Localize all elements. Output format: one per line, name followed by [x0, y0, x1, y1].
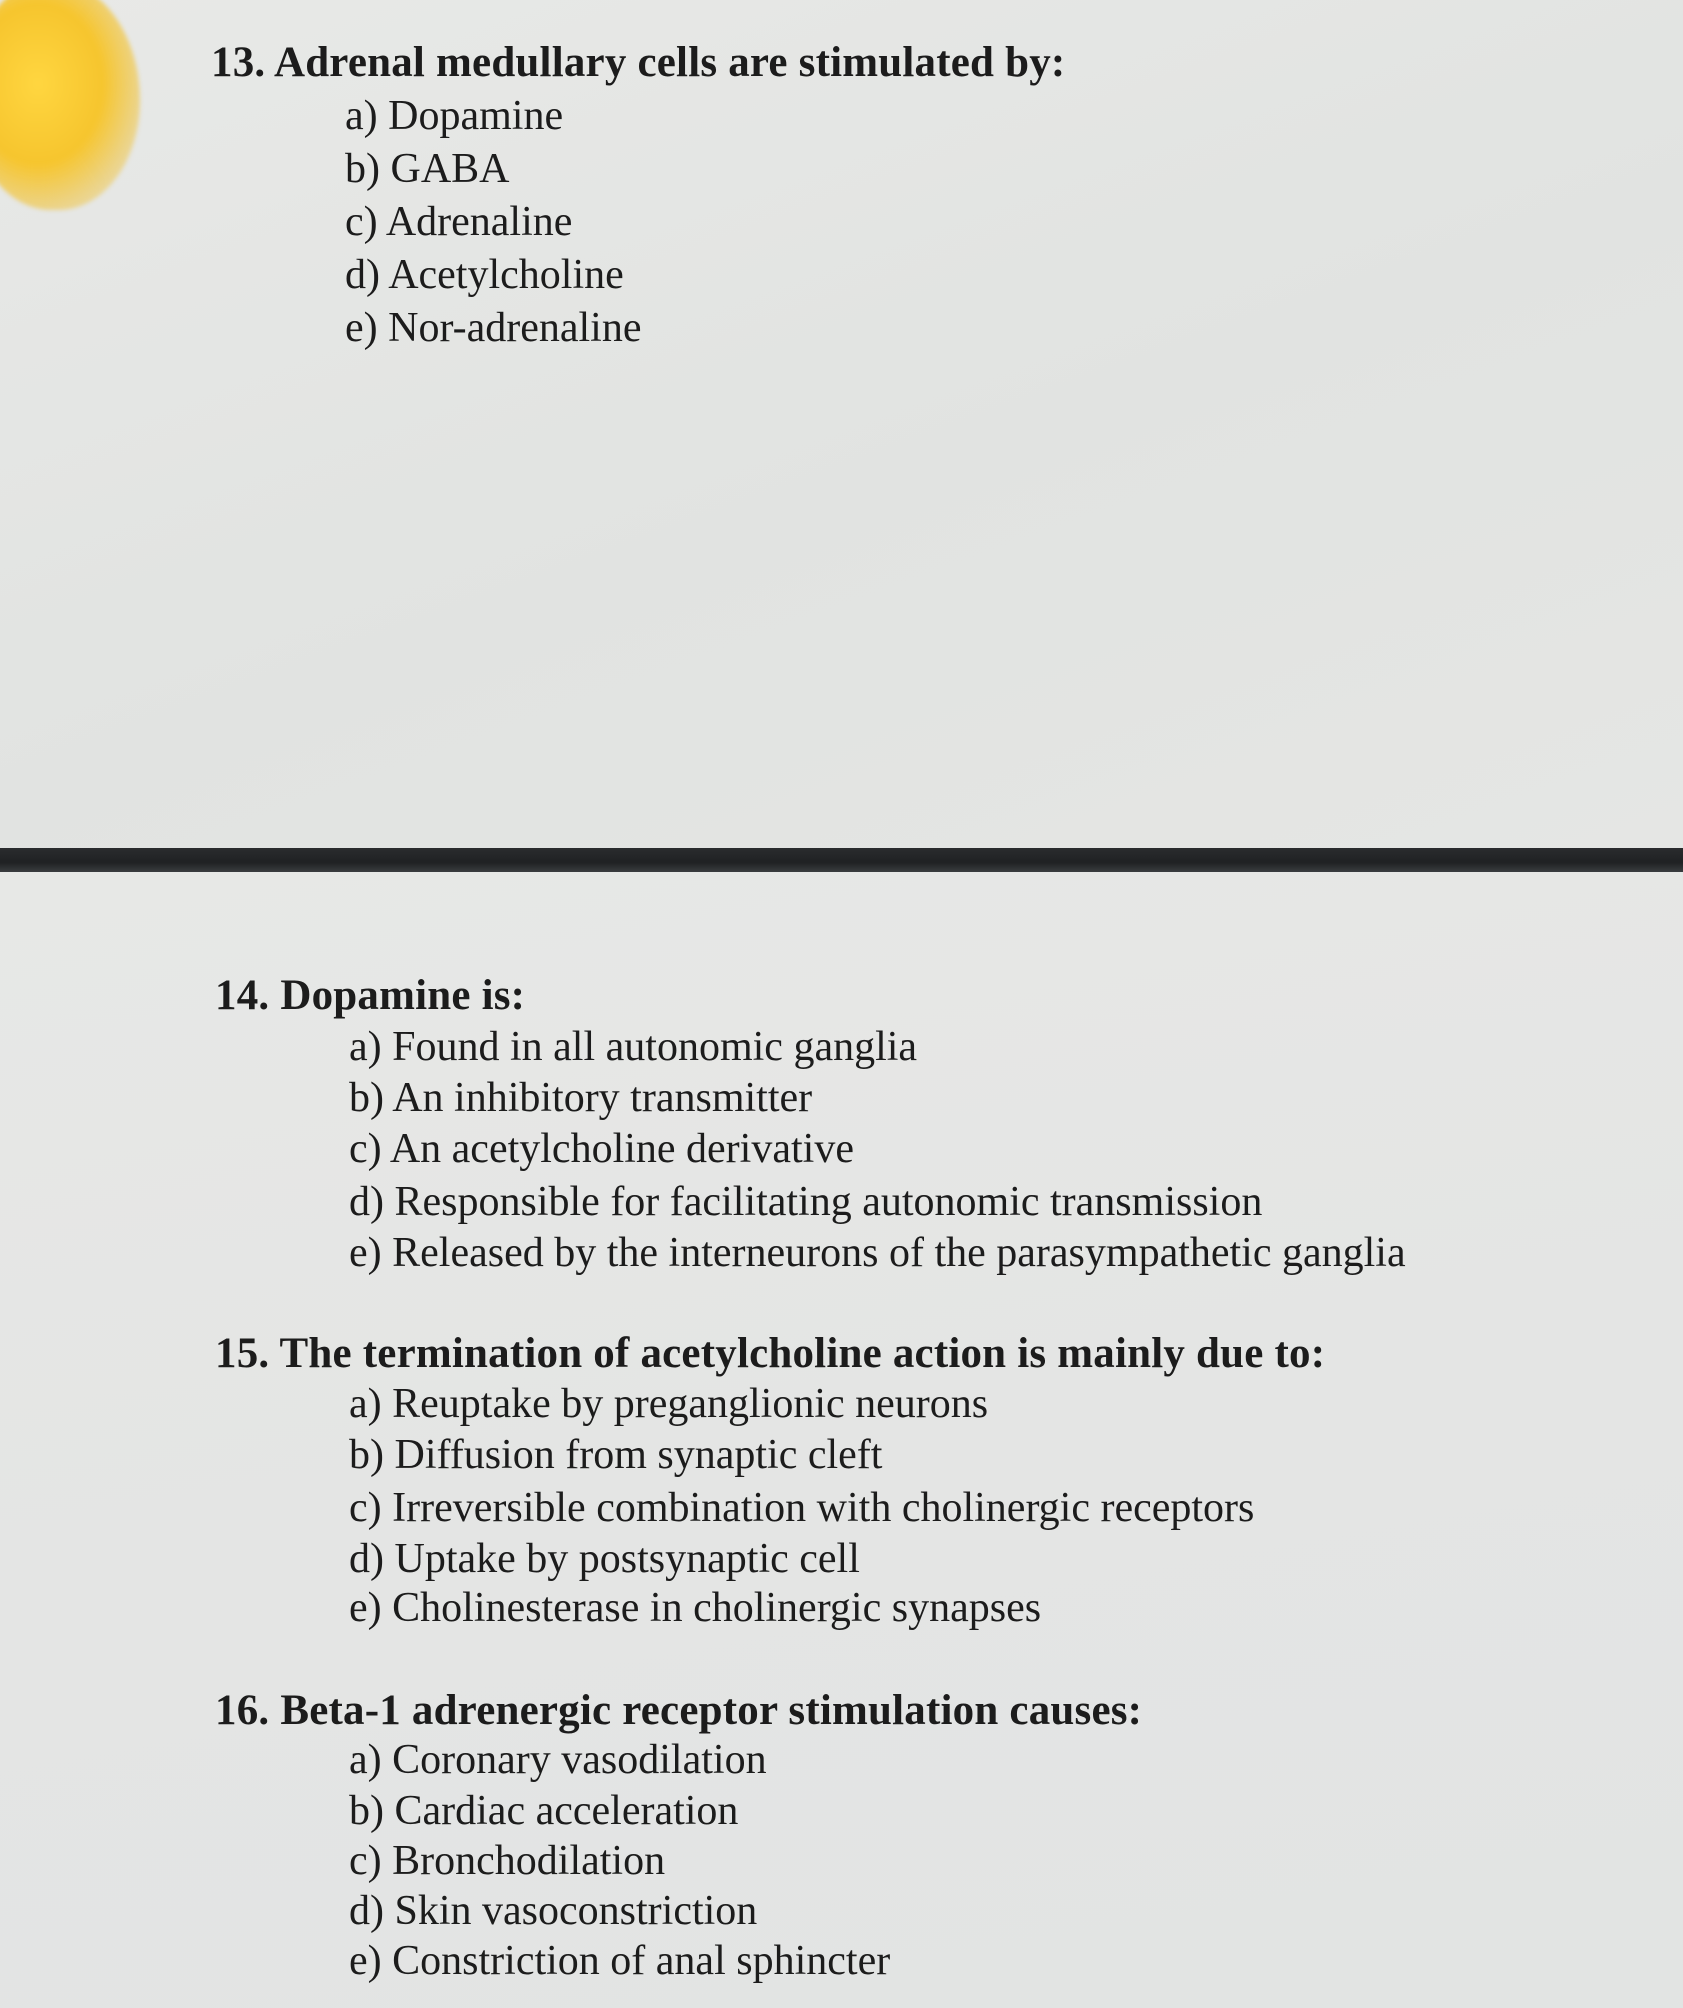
question-text: Beta-1 adrenergic receptor stimulation causes: [280, 1687, 1143, 1734]
option-a [349, 1380, 988, 1428]
option-b [349, 1787, 738, 1835]
option-text: Responsible for facilitating autonomic transmission [394, 1179, 1263, 1225]
option-text: Acetylcholine [388, 252, 624, 298]
option-letter: e) [349, 1938, 382, 1984]
option-text: Diffusion from synaptic cleft [394, 1432, 883, 1478]
option-e [349, 1937, 890, 1985]
option-text: GABA [390, 146, 510, 192]
option-d [349, 1178, 1262, 1226]
option-b [349, 1074, 812, 1122]
option-letter: c) [349, 1838, 382, 1884]
option-letter: a) [349, 1024, 382, 1070]
option-text: Irreversible combination with cholinergic receptors [392, 1485, 1255, 1531]
option-text: Released by the interneurons of the parasympathetic ganglia [392, 1230, 1406, 1276]
option-letter: a) [349, 1737, 382, 1783]
option-letter: c) [349, 1126, 382, 1172]
option-text: An acetylcholine derivative [389, 1126, 854, 1172]
question-title [215, 971, 525, 1020]
option-c [349, 1484, 1254, 1532]
option-letter: e) [349, 1230, 382, 1276]
option-letter: a) [345, 93, 378, 139]
option-d [349, 1887, 757, 1935]
option-letter: b) [345, 146, 380, 192]
option-letter: b) [349, 1788, 384, 1834]
option-text: Found in all autonomic ganglia [392, 1024, 918, 1070]
option-letter: d) [349, 1536, 384, 1582]
option-letter: c) [349, 1485, 382, 1531]
question-title [215, 1686, 1142, 1735]
option-letter: c) [345, 199, 378, 245]
question-title [211, 38, 1065, 87]
question-text: Dopamine is: [280, 972, 526, 1019]
option-text: Coronary vasodilation [392, 1737, 767, 1783]
question-text: The termination of acetylcholine action is mainly due to: [279, 1330, 1326, 1377]
option-c [345, 198, 572, 246]
question-number: 15. [215, 1330, 270, 1377]
option-e [349, 1584, 1041, 1632]
option-text: Nor-adrenaline [388, 305, 642, 351]
option-b [345, 145, 510, 193]
option-letter: d) [345, 252, 380, 298]
option-text: Constriction of anal sphincter [392, 1938, 891, 1984]
question-number: 14. [215, 972, 270, 1019]
option-c [349, 1837, 665, 1885]
option-text: Dopamine [388, 93, 564, 139]
option-b [349, 1431, 882, 1479]
question-number: 13. [211, 39, 266, 86]
option-d [345, 251, 624, 299]
option-e [349, 1229, 1406, 1277]
question-title [215, 1329, 1325, 1378]
option-a [345, 92, 563, 140]
option-text: Cardiac acceleration [394, 1788, 739, 1834]
option-text: Reuptake by preganglionic neurons [392, 1381, 989, 1427]
option-letter: e) [349, 1585, 382, 1631]
option-text: Uptake by postsynaptic cell [394, 1536, 860, 1582]
question-number: 16. [215, 1687, 270, 1734]
question-text: Adrenal medullary cells are stimulated by: [273, 39, 1066, 86]
option-a [349, 1736, 767, 1784]
option-letter: b) [349, 1075, 384, 1121]
option-text: An inhibitory transmitter [392, 1075, 813, 1121]
option-letter: a) [349, 1381, 382, 1427]
option-text: Skin vasoconstriction [394, 1888, 758, 1934]
option-letter: e) [345, 305, 378, 351]
option-d [349, 1535, 860, 1583]
option-text: Bronchodilation [392, 1838, 666, 1884]
option-c [349, 1125, 854, 1173]
option-text: Adrenaline [385, 199, 573, 245]
option-text: Cholinesterase in cholinergic synapses [392, 1585, 1042, 1631]
option-a [349, 1023, 917, 1071]
option-letter: b) [349, 1432, 384, 1478]
upper-sheet [0, 0, 1683, 848]
sheet-divider-bar [0, 848, 1683, 872]
option-e [345, 304, 642, 352]
option-letter: d) [349, 1888, 384, 1934]
option-letter: d) [349, 1179, 384, 1225]
